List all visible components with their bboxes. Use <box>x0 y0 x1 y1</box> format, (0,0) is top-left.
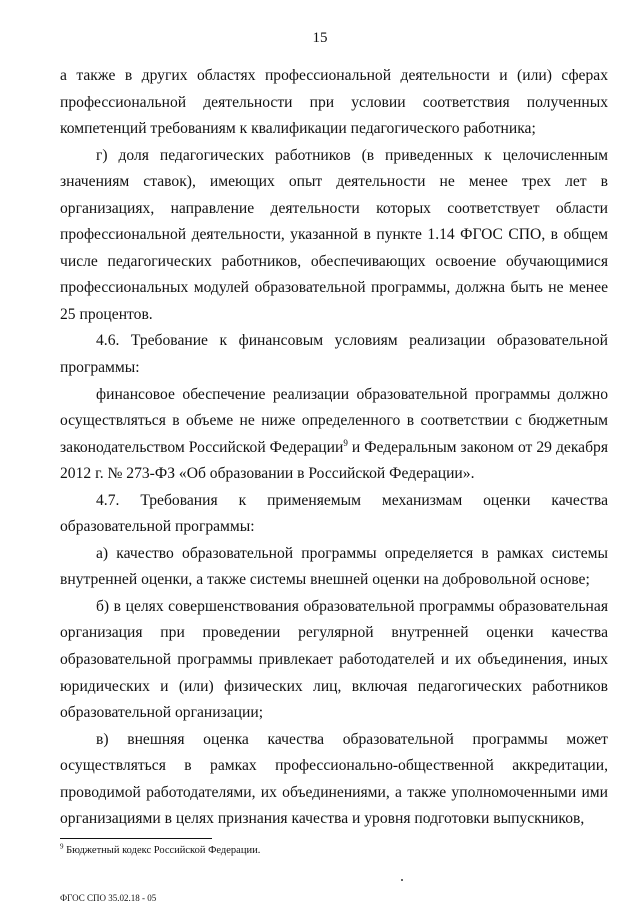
footnote-divider <box>60 838 212 839</box>
paragraph-item-g: г) доля педагогических работников (в приведенных к целочисленным значениям ставок), имеющих опыт деятельности не менее трех лет в организациях, направление деятельности которых соответствует области профессиональной деятельности, указанной в пункте 1.14 ФГОС СПО, в общем числе педагогических работников, обеспечивающих освоение обучающимися профессиональных модулей образовательной программы, должна быть не менее 25 процентов. <box>60 146 608 323</box>
paragraph-item-v: в) внешняя оценка качества образовательной программы может осуществляться в рамках профессионально-общественной аккредитации, проводимой работодателями, их объединениями, а также уполномоченными ими организациями в целях признания качества и уровня подготовки выпускников, <box>60 730 608 828</box>
paragraph-continuation: а также в других областях профессиональной деятельности и (или) сферах профессиональной деятельности при условии соответствия полученных компетенций требованиям к квалификации педагогического работника; <box>60 67 608 138</box>
scan-speck <box>401 879 403 881</box>
document-code: ФГОС СПО 35.02.18 - 05 <box>60 893 157 903</box>
paragraph-item-a: а) качество образовательной программы определяется в рамках системы внутренней оценки, а также системы внешней оценки на добровольной основе; <box>60 544 608 589</box>
financing-text-end: и Федеральным законом от 29 декабря 2012 г. № 273-ФЗ «Об образовании в Российской Федерации». <box>60 438 608 483</box>
footnote-marker: 9 <box>60 842 64 851</box>
body-text <box>60 63 608 833</box>
paragraph-financing <box>60 382 608 488</box>
footnote <box>60 842 261 856</box>
paragraph-item-b: б) в целях совершенствования образовательной программы образовательная организация при проведении регулярной внутренней оценки качества образовательной программы привлекает работодателей и их объединения, иных юридических и (или) физических лиц, включая педагогических работников образовательной организации; <box>60 597 608 722</box>
footnote-text: Бюджетный кодекс Российской Федерации. <box>63 845 261 856</box>
page-number: 15 <box>312 30 328 46</box>
section-4-6-heading: 4.6. Требование к финансовым условиям реализации образовательной программы: <box>60 332 608 377</box>
footnote-reference: 9 <box>343 437 348 448</box>
financing-text-start: финансовое обеспечение реализации образовательной программы должно осуществляться в объеме не ниже определенного в соответствии с бюджетным законодательством Российской Федерации <box>60 385 608 456</box>
section-4-7-heading: 4.7. Требования к применяемым механизмам оценки качества образовательной программы: <box>60 491 608 536</box>
